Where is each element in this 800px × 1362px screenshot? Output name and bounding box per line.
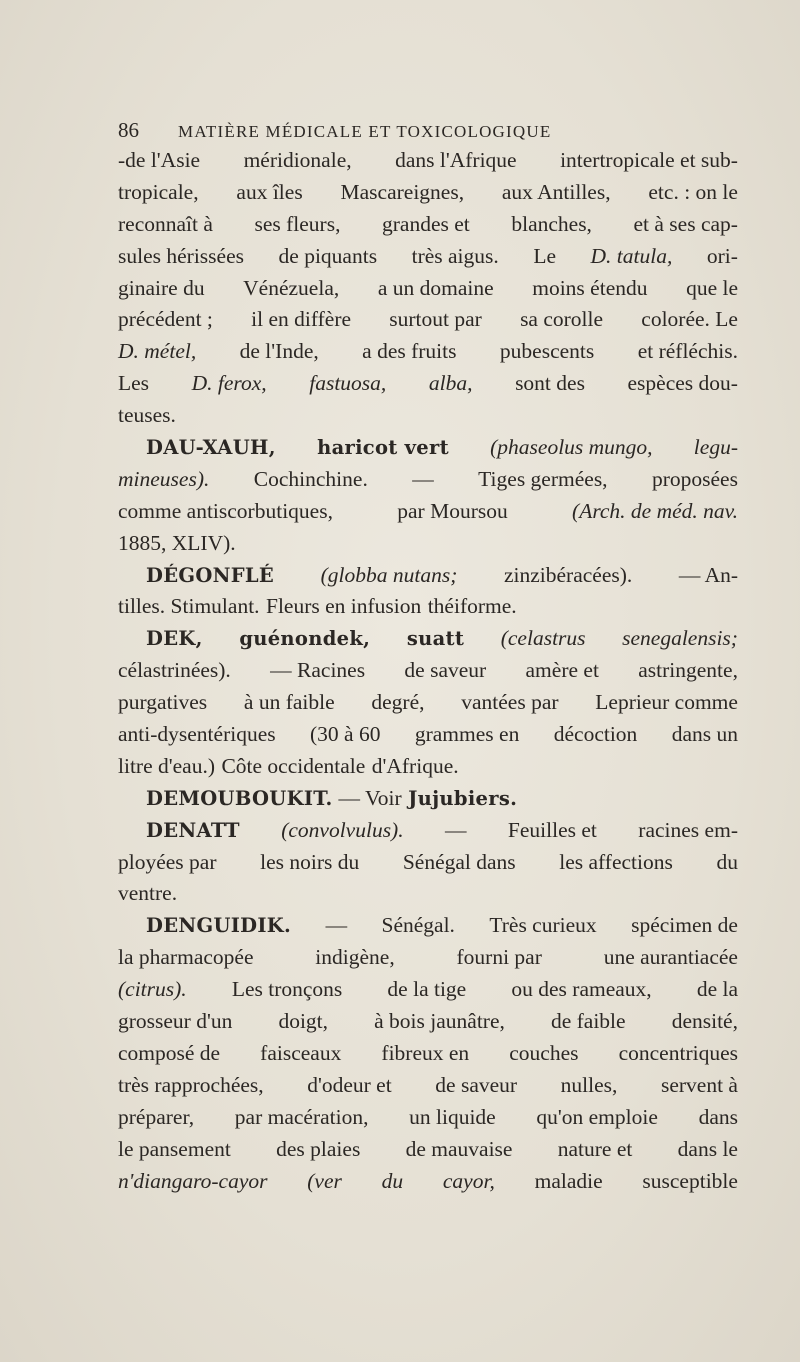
text-segment: de la: [696, 977, 738, 1002]
text-segment: astringente,: [638, 658, 738, 683]
text-segment: grammes en: [414, 722, 520, 747]
text-line: [118, 591, 738, 623]
text-segment: composé de: [118, 1040, 221, 1065]
text-segment: amère et: [525, 658, 599, 683]
text-segment: comme antiscorbutiques,: [118, 498, 333, 523]
text-segment: nulles,: [560, 1072, 618, 1097]
text-segment: des plaies: [276, 1136, 361, 1161]
text-segment: à un faible: [243, 690, 335, 715]
text-line: [118, 815, 738, 847]
page-header: [118, 115, 738, 145]
text-segment: théiforme.: [427, 594, 517, 619]
text-segment: blanches,: [511, 211, 592, 236]
text-segment: —: [412, 466, 434, 491]
italic-text: D. métel,: [118, 339, 197, 364]
text-segment: de la tige: [387, 977, 467, 1002]
text-segment: Vénézuela,: [243, 275, 340, 300]
text-segment: espèces dou-: [627, 371, 738, 396]
text-segment: dans un: [671, 722, 738, 747]
text-segment: qu'on emploie: [536, 1104, 658, 1129]
text-segment: Très curieux: [489, 913, 597, 938]
text-line: [118, 719, 738, 751]
text-segment: intertropicale et sub-: [560, 148, 738, 172]
text-line: [118, 145, 738, 177]
text-segment: dans l'Afrique: [395, 148, 517, 172]
text-segment: sont des: [515, 371, 585, 396]
text-segment: à bois jaunâtre,: [374, 1009, 505, 1034]
text-segment: il en diffère: [251, 307, 352, 332]
text-segment: de saveur: [404, 658, 487, 683]
entry-headword: haricot vert: [317, 436, 449, 460]
text-segment: susceptible: [642, 1168, 738, 1193]
text-segment: a des fruits: [362, 339, 457, 364]
text-segment: Feuilles et: [507, 817, 597, 842]
text-segment: tropicale,: [118, 179, 199, 204]
text-segment: —: [325, 913, 348, 938]
text-segment: ginaire du: [118, 275, 205, 300]
text-segment: aux îles: [236, 179, 303, 204]
text-line: [118, 304, 738, 336]
text-segment: densité,: [671, 1009, 738, 1034]
text-line: [118, 464, 738, 496]
italic-text: fastuosa,: [309, 371, 387, 396]
text-line: [118, 623, 738, 655]
text-line: [118, 974, 738, 1006]
text-segment: d'Afrique.: [371, 753, 459, 778]
text-block: [118, 115, 738, 1197]
text-line: [118, 241, 738, 273]
text-segment: Le: [533, 243, 556, 268]
text-segment: zinzibéracées).: [503, 562, 633, 587]
text-line: [118, 1134, 738, 1166]
text-segment: moins étendu: [532, 275, 648, 300]
text-segment: — Racines: [270, 658, 366, 683]
text-segment: aux Antilles,: [501, 179, 611, 204]
text-segment: dans: [698, 1104, 738, 1129]
text-segment: Sénégal dans: [402, 849, 516, 874]
text-line: [118, 847, 738, 879]
text-segment: indigène,: [315, 945, 395, 970]
text-line: [118, 878, 738, 910]
text-segment: sules hérissées: [118, 243, 244, 268]
text-line: [118, 336, 738, 368]
italic-text: cayor,: [442, 1168, 495, 1193]
text-segment: Côte occidentale: [221, 753, 366, 778]
text-segment: le pansement: [118, 1136, 231, 1161]
text-segment: ou des rameaux,: [511, 977, 652, 1002]
text-segment: 1885, XLIV).: [118, 530, 236, 555]
text-line: [118, 1070, 738, 1102]
text-segment: reconnaît à: [118, 211, 213, 236]
entry-headword: DAU-XAUH,: [146, 436, 276, 460]
text-segment: très aigus.: [411, 243, 499, 268]
text-segment: les affections: [559, 849, 673, 874]
text-segment: Tiges germées,: [478, 466, 608, 491]
italic-text: mineuses).: [118, 466, 210, 491]
text-segment: couches: [509, 1040, 579, 1065]
italic-text: (celastrus: [500, 626, 586, 651]
text-segment: les noirs du: [260, 849, 360, 874]
text-segment: du: [716, 849, 738, 874]
italic-text: (citrus).: [118, 977, 187, 1002]
text-segment: Les tronçons: [231, 977, 343, 1002]
text-segment: décoction: [553, 722, 638, 747]
text-segment: Les: [118, 371, 150, 396]
entry-headword: guénondek,: [239, 627, 371, 651]
entry-headword: suatt: [406, 627, 465, 651]
text-segment: très rapprochées,: [118, 1072, 264, 1097]
text-segment: nature et: [557, 1136, 633, 1161]
text-segment: Sénégal.: [381, 913, 455, 938]
italic-text: D. ferox,: [191, 371, 267, 396]
text-segment: ses fleurs,: [254, 211, 341, 236]
text-segment: — An-: [678, 562, 738, 587]
text-segment: racines em-: [638, 817, 738, 842]
text-segment: -de l'Asie: [118, 148, 201, 172]
text-segment: purgatives: [118, 690, 208, 715]
text-segment: servent à: [660, 1072, 738, 1097]
italic-text: n'diangaro-cayor: [118, 1168, 268, 1193]
text-segment: ori-: [706, 243, 738, 268]
entry-headword: DENGUIDIK.: [146, 914, 292, 938]
text-line: [118, 368, 738, 400]
text-segment: par macération,: [234, 1104, 369, 1129]
text-segment: et réfléchis.: [637, 339, 738, 364]
text-line: [118, 560, 738, 592]
text-segment: maladie: [534, 1168, 603, 1193]
text-segment: colorée. Le: [641, 307, 738, 332]
text-segment: fourni par: [456, 945, 542, 970]
text-segment: par Moursou: [397, 498, 508, 523]
text-line: [118, 1166, 738, 1198]
text-segment: ployées par: [118, 849, 217, 874]
text-segment: doigt,: [278, 1009, 329, 1034]
italic-text: (phaseolus mungo,: [490, 435, 653, 460]
page-number: 86: [118, 118, 139, 142]
text-segment: méridionale,: [243, 148, 352, 172]
text-segment: sa corolle: [520, 307, 604, 332]
text-line: [118, 655, 738, 687]
text-segment: Fleurs en infusion: [265, 594, 422, 619]
text-segment: vantées par: [461, 690, 559, 715]
text-segment: Mascareignes,: [340, 179, 465, 204]
text-segment: de mauvaise: [405, 1136, 513, 1161]
text-segment: —: [445, 817, 467, 842]
text-line: [118, 751, 738, 783]
italic-text: legu-: [693, 435, 738, 460]
italic-text: (globba nutans;: [320, 562, 458, 587]
text-segment: la pharmacopée: [118, 945, 254, 970]
italic-text: alba,: [428, 371, 473, 396]
text-segment: Cochinchine.: [253, 466, 368, 491]
text-segment: anti-dysentériques: [118, 722, 276, 747]
text-segment: concentriques: [618, 1040, 738, 1065]
italic-text: du: [381, 1168, 404, 1193]
text-segment: degré,: [371, 690, 425, 715]
italic-text: (convolvulus).: [281, 817, 404, 842]
italic-text: senegalensis;: [622, 626, 738, 651]
running-title: MATIÈRE MÉDICALE ET TOXICOLOGIQUE: [178, 122, 552, 141]
text-line: [118, 400, 738, 432]
text-segment: teuses.: [118, 403, 176, 428]
text-segment: une aurantiacée: [603, 945, 738, 970]
text-segment: de faible: [550, 1009, 626, 1034]
text-line: [118, 687, 738, 719]
text-segment: fibreux en: [381, 1040, 470, 1065]
text-segment: Leprieur comme: [595, 690, 738, 715]
text-segment: de saveur: [435, 1072, 518, 1097]
text-line: [118, 273, 738, 305]
text-line: [118, 177, 738, 209]
text-segment: (30 à 60: [310, 722, 381, 747]
text-segment: que le: [686, 275, 738, 300]
text-segment: pubescents: [499, 339, 595, 364]
entry-headword: DEMOUBOUKIT.: [146, 786, 333, 810]
text-segment: d'odeur et: [307, 1072, 392, 1097]
entry-headword: DÉGONFLÉ: [146, 563, 275, 587]
text-segment: dans le: [677, 1136, 738, 1161]
text-segment: grosseur d'un: [118, 1009, 233, 1034]
text-segment: préparer,: [118, 1104, 195, 1129]
text-segment: proposées: [651, 466, 738, 491]
text-line: [118, 910, 738, 942]
text-segment: tilles. Stimulant.: [118, 594, 260, 619]
text-segment: litre d'eau.): [118, 753, 215, 778]
text-segment: et à ses cap-: [633, 211, 738, 236]
text-line: [118, 942, 738, 974]
entry-headword: Jujubiers.: [408, 786, 518, 810]
text-segment: etc. : on le: [648, 179, 738, 204]
body-text: [118, 145, 738, 1197]
text-line: [118, 783, 738, 815]
entry-headword: DEK,: [146, 627, 203, 651]
text-segment: surtout par: [389, 307, 482, 332]
text-segment: précédent ;: [118, 307, 213, 332]
text-line: [118, 1038, 738, 1070]
italic-text: (Arch. de méd. nav.: [572, 498, 738, 523]
text-line: [118, 528, 738, 560]
text-segment: spécimen de: [631, 913, 738, 938]
text-segment: de l'Inde,: [239, 339, 319, 364]
text-segment: faisceaux: [260, 1040, 342, 1065]
text-segment: — Voir: [338, 785, 402, 810]
italic-text: D. tatula,: [590, 243, 673, 268]
text-line: [118, 432, 738, 464]
text-segment: a un domaine: [377, 275, 494, 300]
text-segment: grandes et: [382, 211, 470, 236]
text-line: [118, 209, 738, 241]
italic-text: (ver: [307, 1168, 342, 1193]
text-segment: célastrinées).: [118, 658, 231, 683]
entry-headword: DENATT: [146, 818, 240, 842]
text-line: [118, 1006, 738, 1038]
text-segment: ventre.: [118, 881, 178, 906]
text-segment: de piquants: [278, 243, 378, 268]
text-line: [118, 496, 738, 528]
text-line: [118, 1102, 738, 1134]
text-segment: un liquide: [409, 1104, 496, 1129]
